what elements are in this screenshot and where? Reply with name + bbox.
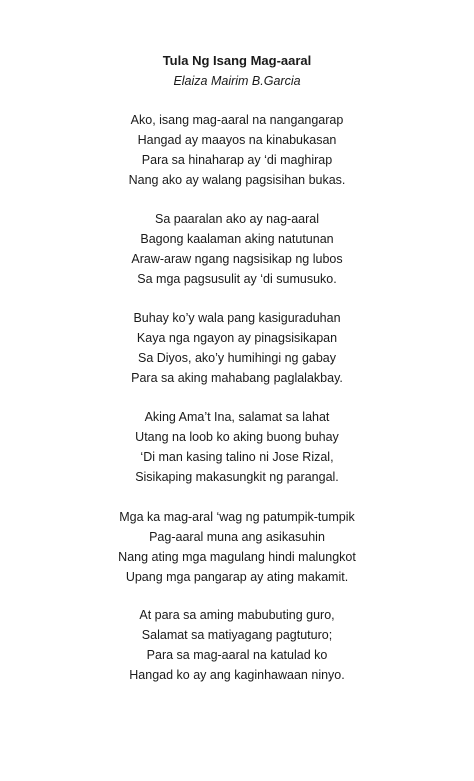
poem-line: Nang ako ay walang pagsisihan bukas. [128, 173, 346, 187]
poem-line: Sa paaralan ako ay nag-aaral [154, 212, 319, 226]
poem-line: Hangad ay maayos na kinabukasan [137, 133, 337, 147]
poem-line: Hangad ko ay ang kaginhawaan ninyo. [129, 668, 345, 682]
poem-line: ‘Di man kasing talino ni Jose Rizal, [140, 450, 334, 464]
poem-line: Para sa mag-aaral na katulad ko [146, 648, 328, 662]
stanza-6 [0, 605, 474, 685]
stanza-4 [0, 407, 474, 487]
poem-line: Utang na loob ko aking buong buhay [135, 430, 339, 444]
poem-line: Mga ka mag-aral ‘wag ng patumpik-tumpik [119, 510, 355, 524]
poem-line: Para sa aking mahabang paglalakbay. [131, 371, 343, 385]
poem-author: Elaiza Mairim B.Garcia [173, 74, 301, 88]
poem-line: Salamat sa matiyagang pagtuturo; [141, 628, 333, 642]
poem-line: Kaya nga ngayon ay pinagsisikapan [136, 331, 338, 345]
stanza-3 [0, 308, 474, 388]
poem-line: Sa Diyos, ako’y humihingi ng gabay [137, 351, 337, 365]
poem-line: Upang mga pangarap ay ating makamit. [125, 570, 349, 584]
stanza-1 [0, 110, 474, 190]
poem-title: Tula Ng Isang Mag-aaral [162, 53, 312, 68]
poem-line: At para sa aming mabubuting guro, [139, 608, 335, 622]
poem-line: Sa mga pagsusulit ay ‘di sumusuko. [137, 272, 337, 286]
poem-line: Buhay ko’y wala pang kasiguraduhan [133, 311, 341, 325]
poem-line: Aking Ama’t Ina, salamat sa lahat [144, 410, 330, 424]
poem-line: Bagong kaalaman aking natutunan [140, 232, 334, 246]
poem-line: Nang ating mga magulang hindi malungkot [118, 550, 356, 564]
stanza-2 [0, 209, 474, 289]
poem-line: Araw-araw ngang nagsisikap ng lubos [131, 252, 343, 266]
poem-line: Ako, isang mag-aaral na nangangarap [130, 113, 344, 127]
poem-line: Pag-aaral muna ang asikasuhin [149, 530, 325, 544]
stanza-5 [0, 507, 474, 587]
poem-line: Sisikaping makasungkit ng parangal. [135, 470, 339, 484]
poem-line: Para sa hinaharap ay ‘di maghirap [141, 153, 333, 167]
